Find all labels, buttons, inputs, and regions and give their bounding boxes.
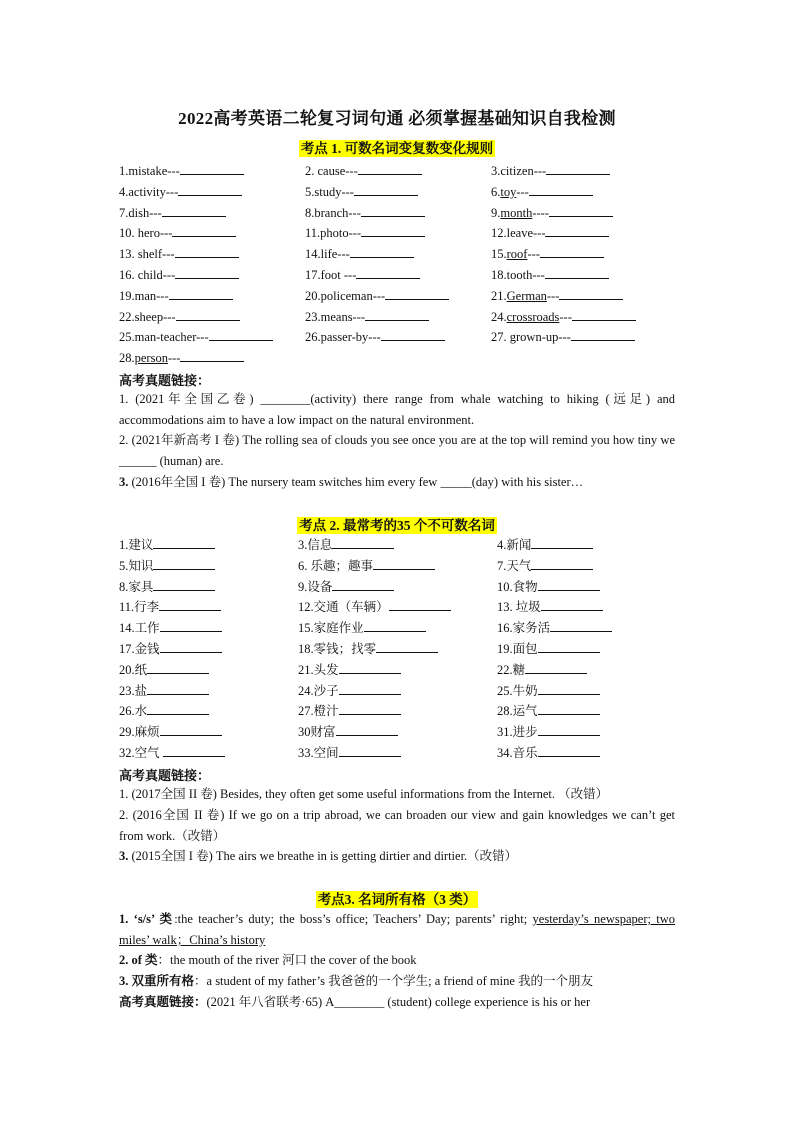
page-title: 2022高考英语二轮复习词句通 必须掌握基础知识自我检测 [178, 109, 616, 128]
uncountable-item: 10.食物 [497, 578, 600, 595]
answer-blank[interactable] [147, 661, 209, 674]
plural-item: 18.tooth--- [491, 266, 609, 283]
plural-item: 21.German--- [491, 287, 623, 304]
plural-item: 2. cause--- [305, 162, 422, 179]
answer-blank[interactable] [381, 328, 445, 341]
answer-blank[interactable] [361, 224, 425, 237]
answer-blank[interactable] [376, 640, 438, 653]
uncountable-item: 14.工作 [119, 619, 222, 636]
plural-item: 5.study--- [305, 183, 418, 200]
uncountable-item: 3.信息 [298, 536, 394, 553]
possessive-line-1: 1. ‘s/s’ 类:the teacher’s duty; the boss’s office; Teachers’ Day; parents’ right; yesterday’s newspaper; two miles’ walk；China’s history [119, 912, 675, 947]
plural-item: 27. grown-up--- [491, 328, 635, 345]
answer-blank[interactable] [147, 702, 209, 715]
possessive-line-3: 3. 双重所有格：a student of my father’s 我爸爸的一个学生; a friend of mine 我的一个朋友 [119, 974, 594, 988]
plural-item: 11.photo--- [305, 224, 425, 241]
plural-item: 10. hero--- [119, 224, 236, 241]
answer-blank[interactable] [545, 266, 609, 279]
uncountable-item: 24.沙子 [298, 682, 401, 699]
answer-blank[interactable] [559, 287, 623, 300]
answer-blank[interactable] [153, 536, 215, 549]
answer-blank[interactable] [339, 744, 401, 757]
answer-blank[interactable] [178, 183, 242, 196]
answer-blank[interactable] [160, 723, 222, 736]
plural-item: 15.roof--- [491, 245, 604, 262]
answer-blank[interactable] [538, 744, 600, 757]
answer-blank[interactable] [163, 744, 225, 757]
plural-item: 12.leave--- [491, 224, 609, 241]
answer-blank[interactable] [531, 536, 593, 549]
answer-blank[interactable] [339, 661, 401, 674]
uncountable-item: 1.建议 [119, 536, 215, 553]
answer-blank[interactable] [160, 640, 222, 653]
uncountable-item: 5.知识 [119, 557, 215, 574]
uncountable-item: 25.牛奶 [497, 682, 600, 699]
plural-item: 3.citizen--- [491, 162, 610, 179]
answer-blank[interactable] [529, 183, 593, 196]
uncountable-item: 29.麻烦 [119, 723, 222, 740]
uncountable-item: 9.设备 [298, 578, 394, 595]
uncountable-item: 4.新闻 [497, 536, 593, 553]
plural-item: 4.activity--- [119, 183, 242, 200]
exam-link-label-1: 高考真题链接： [119, 373, 211, 388]
answer-blank[interactable] [339, 702, 401, 715]
exam-question-3-1: 高考真题链接：(2021 年八省联考·65) A________ (student) college experience is his or her [119, 995, 591, 1009]
plural-item: 28.person--- [119, 349, 244, 366]
answer-blank[interactable] [385, 287, 449, 300]
answer-blank[interactable] [538, 723, 600, 736]
uncountable-item: 11.行李 [119, 598, 221, 615]
answer-blank[interactable] [373, 557, 435, 570]
uncountable-item: 7.天气 [497, 557, 593, 574]
answer-blank[interactable] [356, 266, 420, 279]
plural-item: 9.month---- [491, 204, 613, 221]
answer-blank[interactable] [549, 204, 613, 217]
answer-blank[interactable] [336, 723, 398, 736]
plural-item: 20.policeman--- [305, 287, 449, 304]
uncountable-item: 28.运气 [497, 702, 600, 719]
answer-blank[interactable] [546, 162, 610, 175]
plural-item: 6.toy--- [491, 183, 593, 200]
answer-blank[interactable] [365, 308, 429, 321]
plural-item: 7.dish--- [119, 204, 226, 221]
answer-blank[interactable] [153, 557, 215, 570]
answer-blank[interactable] [175, 245, 239, 258]
answer-blank[interactable] [209, 328, 273, 341]
plural-item: 17.foot --- [305, 266, 420, 283]
answer-blank[interactable] [332, 536, 394, 549]
answer-blank[interactable] [172, 224, 236, 237]
uncountable-item: 17.金钱 [119, 640, 222, 657]
possessive-line-2: 2. of 类：the mouth of the river 河口 the cover of the book [119, 953, 417, 967]
answer-blank[interactable] [525, 661, 587, 674]
uncountable-item: 6. 乐趣；趣事 [298, 557, 435, 574]
answer-blank[interactable] [332, 578, 394, 591]
answer-blank[interactable] [571, 328, 635, 341]
uncountable-item: 34.音乐 [497, 744, 600, 761]
exam-question-1-1: 1. (2021年全国乙卷) ________(activity) there range from whale watching to hiking (远足) and accommodations aim to have a low impact on the natural environment. [119, 392, 675, 427]
answer-blank[interactable] [538, 578, 600, 591]
plural-item: 25.man-teacher--- [119, 328, 273, 345]
uncountable-item: 31.进步 [497, 723, 600, 740]
answer-blank[interactable] [169, 287, 233, 300]
plural-item: 8.branch--- [305, 204, 425, 221]
answer-blank[interactable] [180, 349, 244, 362]
plural-item: 14.life--- [305, 245, 414, 262]
answer-blank[interactable] [350, 245, 414, 258]
uncountable-item: 32.空气 [119, 744, 225, 761]
plural-item: 23.means--- [305, 308, 429, 325]
answer-blank[interactable] [550, 619, 612, 632]
answer-blank[interactable] [180, 162, 244, 175]
exam-question-1-2: 2. (2021年新高考 I 卷) The rolling sea of clouds you see once you are at the top will remind you how tiny we ______ (human) are. [119, 433, 675, 468]
answer-blank[interactable] [572, 308, 636, 321]
uncountable-item: 23.盐 [119, 682, 209, 699]
answer-blank[interactable] [545, 224, 609, 237]
exam-question-2-1: 1. (2017全国 II 卷) Besides, they often get some useful informations from the Internet. （改错） [119, 787, 609, 801]
uncountable-item: 16.家务活 [497, 619, 612, 636]
exam-question-2-3: 3. (2015全国 I 卷) The airs we breathe in is getting dirtier and dirtier.（改错） [119, 849, 518, 863]
answer-blank[interactable] [531, 557, 593, 570]
uncountable-item: 30财富 [298, 723, 398, 740]
answer-blank[interactable] [541, 598, 603, 611]
answer-blank[interactable] [389, 598, 451, 611]
plural-item: 24.crossroads--- [491, 308, 636, 325]
uncountable-item: 13. 垃圾 [497, 598, 603, 615]
answer-blank[interactable] [175, 266, 239, 279]
section-3-heading: 考点3. 名词所有格（3 类） [317, 892, 477, 907]
section-1-heading: 考点 1. 可数名词变复数变化规则 [300, 141, 494, 156]
answer-blank[interactable] [364, 619, 426, 632]
plural-item: 19.man--- [119, 287, 233, 304]
uncountable-item: 15.家庭作业 [298, 619, 426, 636]
answer-blank[interactable] [361, 204, 425, 217]
exam-question-2-2: 2. (2016全国 II 卷) If we go on a trip abroad, we can broaden our view and gain knowledges we can’t get from work.（改错） [119, 808, 675, 843]
answer-blank[interactable] [153, 578, 215, 591]
uncountable-item: 18.零钱；找零 [298, 640, 438, 657]
uncountable-item: 33.空间 [298, 744, 401, 761]
answer-blank[interactable] [538, 682, 600, 695]
answer-blank[interactable] [147, 682, 209, 695]
answer-blank[interactable] [176, 308, 240, 321]
plural-item: 1.mistake--- [119, 162, 244, 179]
uncountable-item: 8.家具 [119, 578, 215, 595]
exam-question-1-3: 3. (2016年全国 I 卷) The nursery team switches him every few _____(day) with his sister… [119, 475, 584, 489]
answer-blank[interactable] [538, 640, 600, 653]
uncountable-item: 27.橙汁 [298, 702, 401, 719]
answer-blank[interactable] [354, 183, 418, 196]
uncountable-item: 21.头发 [298, 661, 401, 678]
uncountable-item: 20.纸 [119, 661, 209, 678]
plural-item: 16. child--- [119, 266, 239, 283]
uncountable-item: 26.水 [119, 702, 209, 719]
uncountable-item: 19.面包 [497, 640, 600, 657]
answer-blank[interactable] [538, 702, 600, 715]
answer-blank[interactable] [162, 204, 226, 217]
uncountable-item: 22.糖 [497, 661, 587, 678]
section-2-heading: 考点 2. 最常考的35 个不可数名词 [299, 518, 495, 533]
answer-blank[interactable] [160, 619, 222, 632]
plural-item: 26.passer-by--- [305, 328, 445, 345]
answer-blank[interactable] [159, 598, 221, 611]
uncountable-item: 12.交通（车辆） [298, 598, 451, 615]
answer-blank[interactable] [540, 245, 604, 258]
plural-item: 22.sheep--- [119, 308, 240, 325]
answer-blank[interactable] [339, 682, 401, 695]
plural-item: 13. shelf--- [119, 245, 239, 262]
answer-blank[interactable] [358, 162, 422, 175]
exam-link-label-2: 高考真题链接： [119, 768, 211, 783]
